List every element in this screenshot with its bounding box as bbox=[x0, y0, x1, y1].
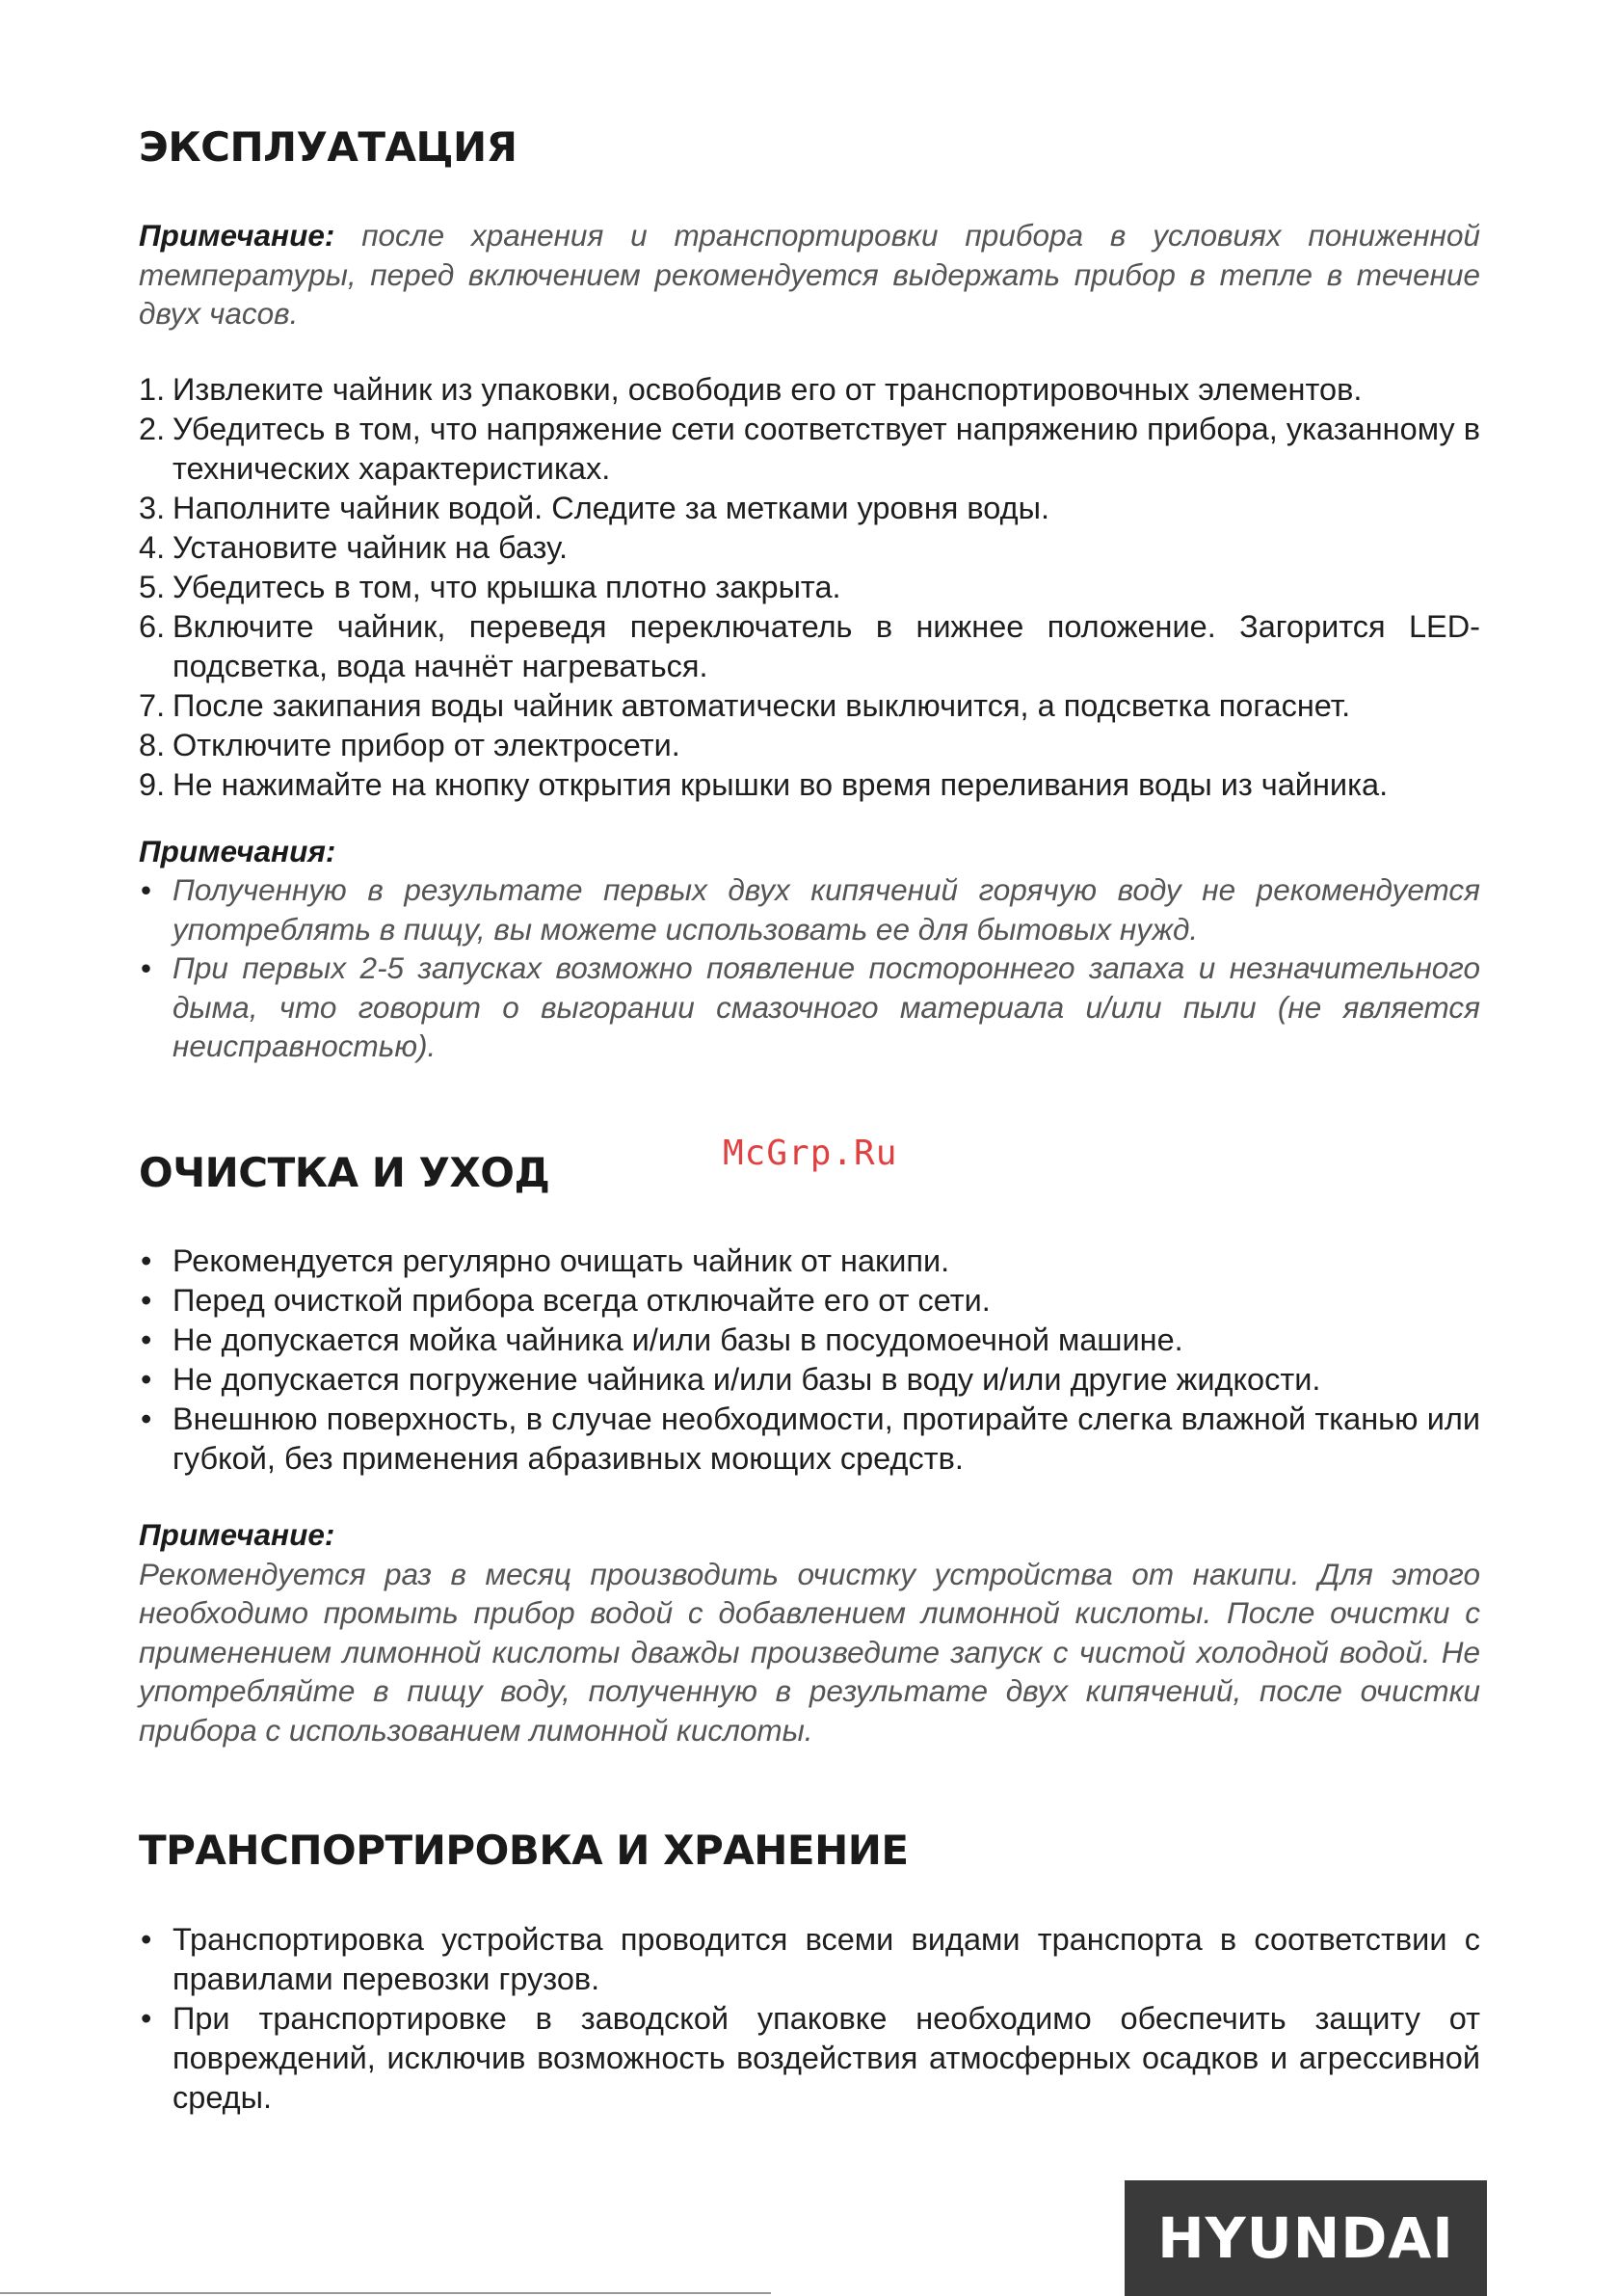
cleaning-note-heading: Примечание: bbox=[139, 1517, 335, 1553]
list-item: • Не допускается погружение чайника и/или базы в воду и/или другие жидкости. bbox=[139, 1360, 1480, 1400]
bullet: • bbox=[141, 2000, 152, 2036]
list-item: 5. Убедитесь в том, что крышка плотно закрыта. bbox=[139, 569, 841, 604]
hyundai-logo: HYUNDAI bbox=[1125, 2180, 1487, 2296]
list-item: 9. Не нажимайте на кнопку открытия крышки во время переливания воды из чайника. bbox=[139, 766, 1389, 802]
list-item: • Не допускается мойка чайника и/или базы в посудомоечной машине. bbox=[139, 1321, 1480, 1360]
section-title-cleaning: ОЧИСТКА И УХОД bbox=[139, 1148, 550, 1196]
list-item: • Полученную в результате первых двух кипячений горячую воду не рекомендуется употреблять в пищу, вы можете использовать ее для бытовых нужд. bbox=[141, 872, 1480, 947]
note-text: после хранения и транспортировки прибора в условиях пониженной температуры, перед включением рекомендуется выдержать прибор в тепле в течение двух часов. bbox=[139, 218, 1480, 332]
list-item: 8. Отключите прибор от электросети. bbox=[139, 727, 680, 762]
list-item: • Транспортировка устройства проводится всеми видами транспорта в соответствии с правилами перевозки грузов. bbox=[141, 1921, 1480, 1996]
list-item: • При первых 2-5 запусках возможно появление постороннего запаха и незначительного дыма, что говорит о выгорании смазочного материала и/или пыли (не является неисправностью). bbox=[141, 950, 1480, 1064]
section-title-transport: ТРАНСПОРТИРОВКА И ХРАНЕНИЕ bbox=[139, 1827, 909, 1875]
list-item: 4. Установите чайник на базу. bbox=[139, 529, 569, 565]
list-item: 1. Извлеките чайник из упаковки, освободив его от транспортировочных элементов. bbox=[139, 371, 1363, 407]
footer-divider bbox=[0, 2292, 771, 2294]
bullet: • bbox=[141, 1322, 152, 1358]
bullet: • bbox=[141, 1921, 152, 1957]
list-item: 2. Убедитесь в том, что напряжение сети соответствует напряжению прибора, указанному в технических характеристиках. bbox=[139, 411, 1480, 486]
section-title-operation: ЭКСПЛУАТАЦИЯ bbox=[139, 123, 517, 171]
operation-steps bbox=[139, 370, 1480, 805]
bullet: • bbox=[141, 872, 152, 908]
cleaning-note-text: Рекомендуется раз в месяц производить очистку устройства от накипи. Для этого необходимо промыть прибор водой с добавлением лимонной кислоты. После очистки с применением лимонной кислоты дважды произведите запуск с чистой холодной водой. Не употребляйте в пищу воду, полученную в результате двух кипячений, после очистки прибора с использованием лимонной кислоты. bbox=[139, 1556, 1480, 1748]
bullet: • bbox=[141, 1283, 152, 1319]
list-item: • Внешнюю поверхность, в случае необходимости, протирайте слегка влажной тканью или губкой, без применения абразивных моющих средств. bbox=[141, 1402, 1480, 1477]
cleaning-items bbox=[139, 1241, 1480, 1479]
manual-page bbox=[139, 123, 1480, 2118]
list-item: 6. Включите чайник, переведя переключатель в нижнее положение. Загорится LED-подсветка, вода начнёт нагреваться. bbox=[139, 608, 1480, 683]
transport-items bbox=[139, 1920, 1480, 2118]
list-item: 3. Наполните чайник водой. Следите за метками уровня воды. bbox=[139, 490, 1050, 525]
bullet: • bbox=[141, 1402, 152, 1437]
list-item: • Перед очисткой прибора всегда отключайте его от сети. bbox=[139, 1281, 1480, 1321]
operation-notes bbox=[139, 870, 1480, 1066]
list-item: • Рекомендуется регулярно очищать чайник от накипи. bbox=[139, 1241, 1480, 1281]
bullet: • bbox=[141, 1362, 152, 1398]
operation-note bbox=[139, 216, 1480, 334]
note-label: Примечание: bbox=[139, 218, 335, 254]
bullet: • bbox=[141, 950, 152, 986]
notes-heading: Примечания: bbox=[139, 833, 336, 868]
list-item: • При транспортировке в заводской упаковке необходимо обеспечить защиту от повреждений, исключив возможность воздействия атмосферных осадков и агрессивной среды. bbox=[141, 2000, 1480, 2115]
list-item: 7. После закипания воды чайник автоматически выключится, а подсветка погаснет. bbox=[139, 687, 1351, 723]
watermark: McGrp.Ru bbox=[723, 1134, 898, 1173]
bullet: • bbox=[141, 1243, 152, 1279]
